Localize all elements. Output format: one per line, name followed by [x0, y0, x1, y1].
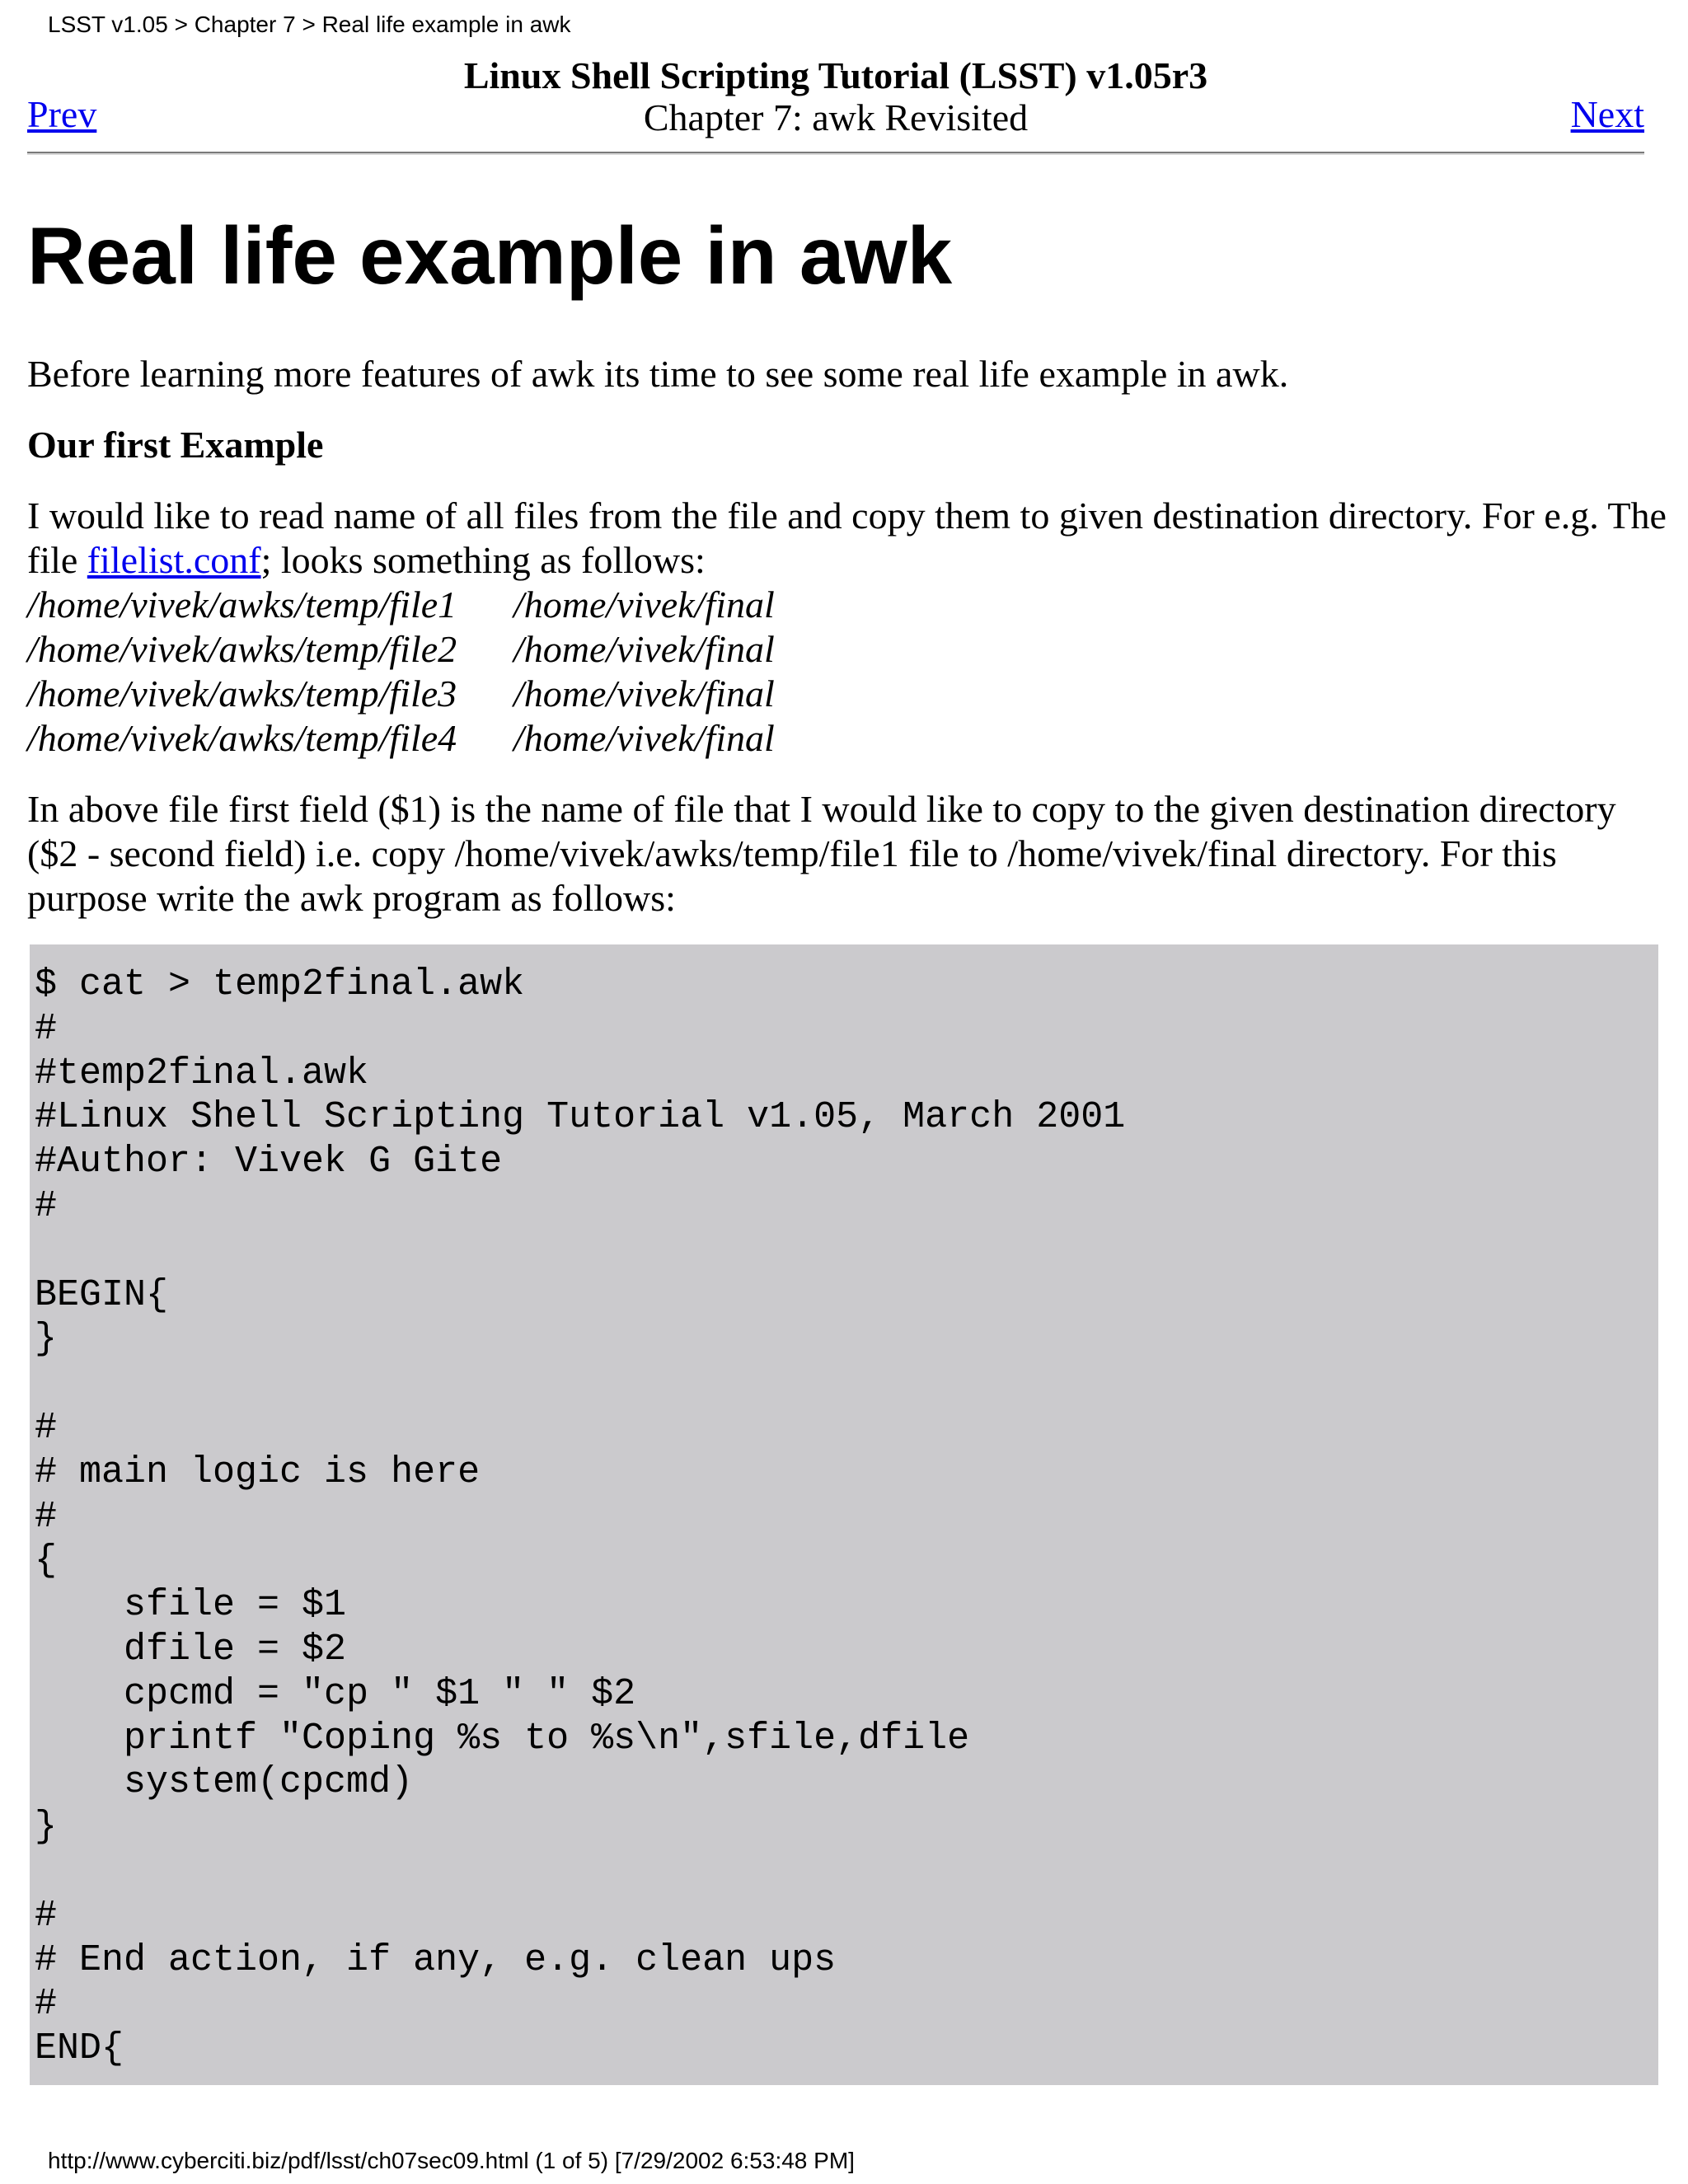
- description-text-end: ; looks something as follows:: [260, 539, 706, 581]
- filelist-conf-link[interactable]: filelist.conf: [87, 539, 261, 581]
- code-line: printf "Coping %s to %s\n",sfile,dfile: [35, 1717, 970, 1760]
- code-line: [35, 1229, 1658, 1273]
- nav-heading: [27, 54, 1644, 138]
- file-destination-path: /home/vivek/final: [513, 673, 775, 715]
- code-line: #temp2final.awk: [35, 1052, 369, 1094]
- file-list-row: [27, 583, 1667, 627]
- code-line: {: [35, 1540, 58, 1582]
- code-line: BEGIN{: [35, 1273, 169, 1316]
- awk-code-block: [30, 944, 1658, 2085]
- code-line: cpcmd = "cp " $1 " " $2: [35, 1672, 636, 1715]
- code-line: #Author: Vivek G Gite: [35, 1141, 503, 1183]
- file-list-row: [27, 716, 1667, 761]
- code-line: #Linux Shell Scripting Tutorial v1.05, March 2001: [35, 1096, 1126, 1139]
- code-line: }: [35, 1806, 58, 1849]
- file-list-row: [27, 672, 1667, 716]
- tutorial-title: Linux Shell Scripting Tutorial (LSST) v1.05r3: [463, 54, 1208, 96]
- intro-paragraph: Before learning more features of awk its time to see some real life example in awk.: [27, 353, 1289, 395]
- file-source-path: /home/vivek/awks/temp/file1: [27, 583, 457, 626]
- code-line: # End action, if any, e.g. clean ups: [35, 1938, 837, 1981]
- file-source-path: /home/vivek/awks/temp/file2: [27, 628, 457, 670]
- code-line: system(cpcmd): [35, 1761, 414, 1804]
- code-line: #: [35, 1184, 58, 1227]
- chapter-title: Chapter 7: awk Revisited: [643, 96, 1029, 138]
- description-paragraph: [27, 494, 1667, 583]
- section-subheading: Our first Example: [27, 424, 324, 466]
- page-title: Real life example in awk: [27, 210, 953, 301]
- code-line: dfile = $2: [35, 1628, 347, 1671]
- file-list: [27, 583, 1667, 761]
- code-line: #: [35, 1983, 58, 2026]
- print-header: LSST v1.05 > Chapter 7 > Real life example in awk: [48, 12, 571, 37]
- file-destination-path: /home/vivek/final: [513, 717, 775, 759]
- code-line: [35, 1849, 1658, 1894]
- file-list-row: [27, 627, 1667, 672]
- file-source-path: /home/vivek/awks/temp/file3: [27, 673, 457, 715]
- navigation-header: [27, 54, 1644, 143]
- prev-link[interactable]: Prev: [27, 93, 97, 135]
- code-line: #: [35, 1894, 58, 1937]
- next-link[interactable]: Next: [1570, 93, 1644, 135]
- code-line: }: [35, 1318, 58, 1361]
- file-destination-path: /home/vivek/final: [513, 628, 775, 670]
- header-divider: [27, 152, 1644, 155]
- code-line: $ cat > temp2final.awk: [35, 963, 525, 1005]
- file-destination-path: /home/vivek/final: [513, 583, 775, 626]
- code-line: #: [35, 1495, 58, 1538]
- file-source-path: /home/vivek/awks/temp/file4: [27, 717, 457, 759]
- code-line: #: [35, 1406, 58, 1449]
- print-footer: http://www.cyberciti.biz/pdf/lsst/ch07sec09.html (1 of 5) [7/29/2002 6:53:48 PM]: [48, 2148, 855, 2173]
- explanation-paragraph: In above file first field ($1) is the name of file that I would like to copy to the given destination directory ($2 - second field) i.e. copy /home/vivek/awks/temp/file1 file to /home/vivek/final directory. For this purpose write the awk program as follows:: [27, 788, 1616, 919]
- code-line: #: [35, 1007, 58, 1050]
- description-text: I would like to read name of all files from the file and copy them to given destination directory. For e.g. The file: [27, 494, 1667, 581]
- code-line: sfile = $1: [35, 1584, 347, 1627]
- code-line: [35, 1361, 1658, 1406]
- article-body: [27, 352, 1667, 921]
- code-line: # main logic is here: [35, 1451, 481, 1493]
- code-line: END{: [35, 2027, 124, 2070]
